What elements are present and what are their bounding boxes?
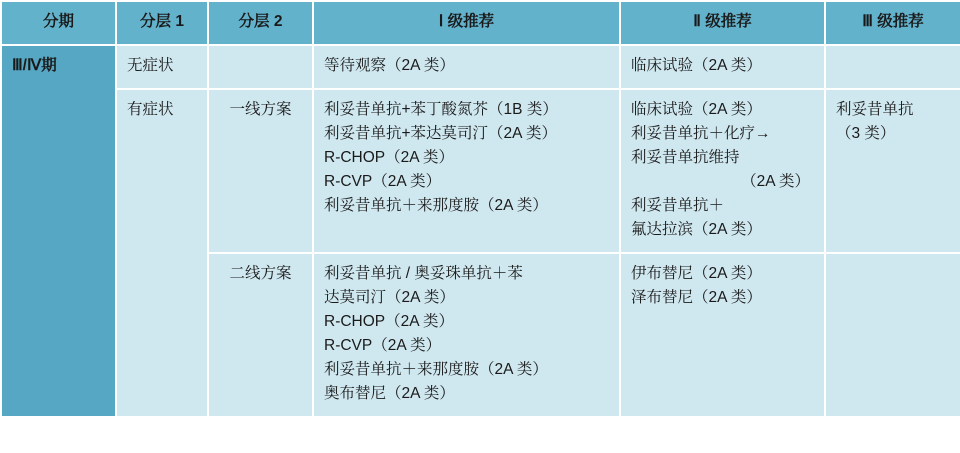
stage-cell: Ⅲ/Ⅳ期 (1, 45, 116, 417)
recommendation-line: 利妥昔单抗维持 (631, 149, 740, 167)
recommendation-line: 利妥昔单抗＋化疗→ (631, 125, 771, 143)
level1-cell-row2 (313, 253, 620, 417)
level3-cell-row0 (825, 45, 960, 89)
level2-cell-row0 (620, 45, 825, 89)
tier2-cell-second-line: 二线方案 (208, 253, 313, 417)
tier1-cell-asymptomatic: 无症状 (116, 45, 208, 89)
recommendation-line: 临床试验（2A 类） (631, 57, 762, 75)
recommendation-line: R-CVP（2A 类） (324, 337, 442, 355)
recommendation-line: 利妥昔单抗+苯丁酸氮芥（1B 类） (324, 101, 558, 119)
tier2-cell-empty (208, 45, 313, 89)
column-header-tier1: 分层 1 (116, 1, 208, 45)
level1-cell-row0 (313, 45, 620, 89)
level3-cell-row2 (825, 253, 960, 417)
table-body (1, 45, 960, 417)
recommendation-line: 伊布替尼（2A 类） (631, 265, 762, 283)
level1-cell-row1 (313, 89, 620, 253)
recommendation-line: （3 类） (836, 125, 896, 143)
recommendation-line: 利妥昔单抗＋ (631, 197, 725, 215)
recommendation-line: 临床试验（2A 类） (631, 101, 762, 119)
level2-cell-row2 (620, 253, 825, 417)
column-header-stage: 分期 (1, 1, 116, 45)
recommendation-line: R-CHOP（2A 类） (324, 313, 455, 331)
tier2-cell-first-line: 一线方案 (208, 89, 313, 253)
recommendation-line: 氟达拉滨（2A 类） (631, 221, 762, 239)
recommendation-line: 达莫司汀（2A 类） (324, 289, 455, 307)
recommendation-line: 泽布替尼（2A 类） (631, 289, 762, 307)
recommendation-line: （2A 类） (741, 173, 810, 191)
recommendation-line: R-CVP（2A 类） (324, 173, 442, 191)
recommendation-line: 奥布替尼（2A 类） (324, 385, 455, 403)
recommendation-line: 利妥昔单抗＋来那度胺（2A 类） (324, 361, 548, 379)
column-header-tier2: 分层 2 (208, 1, 313, 45)
level3-cell-row1 (825, 89, 960, 253)
recommendation-line: 利妥昔单抗 / 奥妥珠单抗＋苯 (324, 265, 523, 283)
level2-cell-row1 (620, 89, 825, 253)
table-header-row (1, 1, 960, 45)
recommendation-line: R-CHOP（2A 类） (324, 149, 455, 167)
column-header-level1: Ⅰ 级推荐 (313, 1, 620, 45)
recommendation-line: 等待观察（2A 类） (324, 57, 455, 75)
tier1-cell-symptomatic: 有症状 (116, 89, 208, 417)
recommendation-line: 利妥昔单抗+苯达莫司汀（2A 类） (324, 125, 557, 143)
recommendation-line: 利妥昔单抗＋来那度胺（2A 类） (324, 197, 548, 215)
table-row (1, 45, 960, 89)
table-row (1, 89, 960, 253)
column-header-level3: Ⅲ 级推荐 (825, 1, 960, 45)
table-header (1, 1, 960, 45)
recommendation-line: 利妥昔单抗 (836, 101, 914, 119)
column-header-level2: Ⅱ 级推荐 (620, 1, 825, 45)
